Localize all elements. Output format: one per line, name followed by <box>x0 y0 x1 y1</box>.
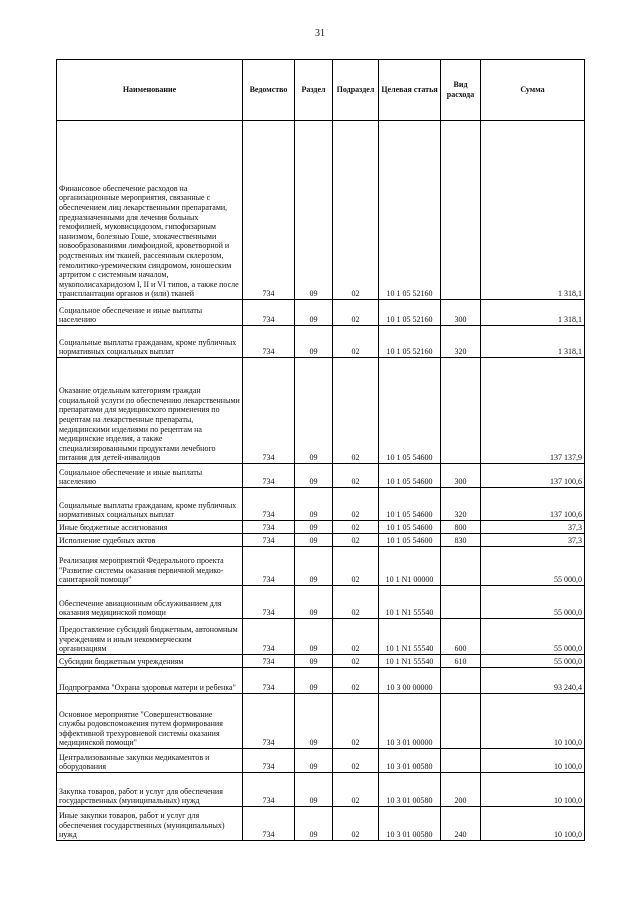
row-subsection: 02 <box>333 547 379 586</box>
row-name: Социальные выплаты гражданам, кроме публичных нормативных социальных выплат <box>57 488 243 521</box>
row-ministry: 734 <box>243 547 295 586</box>
table-row <box>57 773 585 807</box>
row-section: 09 <box>295 121 333 300</box>
row-section: 09 <box>295 807 333 841</box>
row-section: 09 <box>295 619 333 655</box>
header-subsection: Подраздел <box>333 60 379 121</box>
row-kind: 800 <box>441 521 481 534</box>
row-sum: 137 137,9 <box>481 358 585 464</box>
row-subsection: 02 <box>333 521 379 534</box>
row-name: Иные закупки товаров, работ и услуг для обеспечения государственных (муниципальных) нужд <box>57 807 243 841</box>
row-target: 10 1 05 52160 <box>379 326 441 358</box>
row-sum: 1 318,1 <box>481 300 585 326</box>
row-section: 09 <box>295 488 333 521</box>
row-ministry: 734 <box>243 300 295 326</box>
row-name: Реализация мероприятий Федерального проекта "Развитие системы оказания первичной медико-санитарной помощи" <box>57 547 243 586</box>
row-sum: 137 100,6 <box>481 464 585 488</box>
row-subsection: 02 <box>333 619 379 655</box>
row-section: 09 <box>295 773 333 807</box>
table-row <box>57 464 585 488</box>
row-target: 10 3 01 00580 <box>379 773 441 807</box>
table-row <box>57 547 585 586</box>
row-subsection: 02 <box>333 586 379 619</box>
table-row <box>57 668 585 694</box>
table-row <box>57 655 585 668</box>
row-section: 09 <box>295 547 333 586</box>
row-sum: 137 100,6 <box>481 488 585 521</box>
row-ministry: 734 <box>243 773 295 807</box>
row-kind <box>441 749 481 773</box>
row-kind <box>441 586 481 619</box>
header-kind: Вид расхода <box>441 60 481 121</box>
row-subsection: 02 <box>333 749 379 773</box>
row-section: 09 <box>295 521 333 534</box>
row-ministry: 734 <box>243 488 295 521</box>
row-name: Основное мероприятие "Совершенствование службы родовспоможения путем формирования эффективной трехуровневой системы оказания медицинской помощи" <box>57 694 243 749</box>
row-sum: 55 000,0 <box>481 586 585 619</box>
row-target: 10 3 00 00000 <box>379 668 441 694</box>
row-sum: 55 000,0 <box>481 655 585 668</box>
row-sum: 37,3 <box>481 521 585 534</box>
row-sum: 10 100,0 <box>481 749 585 773</box>
row-ministry: 734 <box>243 749 295 773</box>
row-kind: 320 <box>441 326 481 358</box>
row-kind <box>441 547 481 586</box>
row-target: 10 3 01 00580 <box>379 749 441 773</box>
row-kind: 610 <box>441 655 481 668</box>
row-subsection: 02 <box>333 668 379 694</box>
row-sum: 37,3 <box>481 534 585 547</box>
row-sum: 1 318,1 <box>481 326 585 358</box>
row-subsection: 02 <box>333 300 379 326</box>
row-name: Социальные выплаты гражданам, кроме публичных нормативных социальных выплат <box>57 326 243 358</box>
row-kind: 600 <box>441 619 481 655</box>
row-target: 10 1 05 54600 <box>379 534 441 547</box>
row-ministry: 734 <box>243 655 295 668</box>
row-section: 09 <box>295 749 333 773</box>
row-section: 09 <box>295 464 333 488</box>
row-section: 09 <box>295 655 333 668</box>
row-kind <box>441 668 481 694</box>
table-row <box>57 694 585 749</box>
row-section: 09 <box>295 668 333 694</box>
row-kind: 240 <box>441 807 481 841</box>
row-ministry: 734 <box>243 807 295 841</box>
row-kind <box>441 694 481 749</box>
header-sum: Сумма <box>481 60 585 121</box>
row-ministry: 734 <box>243 586 295 619</box>
row-subsection: 02 <box>333 655 379 668</box>
row-kind: 300 <box>441 300 481 326</box>
header-target: Целевая статья <box>379 60 441 121</box>
row-kind: 320 <box>441 488 481 521</box>
table-row <box>57 358 585 464</box>
row-ministry: 734 <box>243 668 295 694</box>
row-section: 09 <box>295 534 333 547</box>
row-kind: 200 <box>441 773 481 807</box>
row-subsection: 02 <box>333 534 379 547</box>
row-sum: 10 100,0 <box>481 694 585 749</box>
row-subsection: 02 <box>333 464 379 488</box>
row-section: 09 <box>295 586 333 619</box>
row-name: Оказание отдельным категориям граждан социальной услуги по обеспечению лекарственными препаратами для медицинского применения по рецептам на лекарственные препараты, медицинскими изделиями по рецептам на медицинские изделия, а также специализированными продуктами лечебного питания для детей-инвалидов <box>57 358 243 464</box>
row-section: 09 <box>295 300 333 326</box>
row-subsection: 02 <box>333 773 379 807</box>
table-row <box>57 586 585 619</box>
row-target: 10 1 05 52160 <box>379 300 441 326</box>
table-row <box>57 807 585 841</box>
row-ministry: 734 <box>243 121 295 300</box>
row-subsection: 02 <box>333 358 379 464</box>
row-sum: 93 240,4 <box>481 668 585 694</box>
row-name: Централизованные закупки медикаментов и оборудования <box>57 749 243 773</box>
row-target: 10 1 N1 55540 <box>379 619 441 655</box>
header-name: Наименование <box>57 60 243 121</box>
row-ministry: 734 <box>243 534 295 547</box>
row-kind: 830 <box>441 534 481 547</box>
row-target: 10 1 05 54600 <box>379 464 441 488</box>
row-name: Предоставление субсидий бюджетным, автономным учреждениям и иным некоммерческим организациям <box>57 619 243 655</box>
row-sum: 55 000,0 <box>481 547 585 586</box>
row-ministry: 734 <box>243 521 295 534</box>
row-sum: 1 318,1 <box>481 121 585 300</box>
row-section: 09 <box>295 694 333 749</box>
row-name: Закупка товаров, работ и услуг для обеспечения государственных (муниципальных) нужд <box>57 773 243 807</box>
row-name: Подпрограмма "Охрана здоровья матери и ребенка" <box>57 668 243 694</box>
row-name: Исполнение судебных актов <box>57 534 243 547</box>
row-name: Социальное обеспечение и иные выплаты населению <box>57 464 243 488</box>
row-ministry: 734 <box>243 358 295 464</box>
page-number: 31 <box>315 28 325 39</box>
row-target: 10 3 01 00580 <box>379 807 441 841</box>
table-row <box>57 300 585 326</box>
table-row <box>57 749 585 773</box>
row-ministry: 734 <box>243 694 295 749</box>
row-section: 09 <box>295 326 333 358</box>
row-subsection: 02 <box>333 694 379 749</box>
row-target: 10 1 05 54600 <box>379 521 441 534</box>
table-row <box>57 521 585 534</box>
budget-table <box>56 59 585 841</box>
header-section: Раздел <box>295 60 333 121</box>
row-ministry: 734 <box>243 619 295 655</box>
row-sum: 10 100,0 <box>481 807 585 841</box>
row-ministry: 734 <box>243 464 295 488</box>
row-subsection: 02 <box>333 326 379 358</box>
row-section: 09 <box>295 358 333 464</box>
row-target: 10 1 05 52160 <box>379 121 441 300</box>
row-target: 10 1 N1 55540 <box>379 655 441 668</box>
row-target: 10 1 N1 00000 <box>379 547 441 586</box>
table-row <box>57 326 585 358</box>
row-sum: 10 100,0 <box>481 773 585 807</box>
row-ministry: 734 <box>243 326 295 358</box>
table-row <box>57 121 585 300</box>
row-target: 10 1 N1 55540 <box>379 586 441 619</box>
row-name: Финансовое обеспечение расходов на организационные мероприятия, связанные с обеспечением лиц лекарственными препаратами, предназначенными для лечения больных гемофилией, муковисцидозом, гипофизарным нанизмом, болезнью Гоше, злокачественными новообразованиями лимфоидной, кроветворной и родственных им тканей, рассеянным склерозом, гемолитико-уремическим синдромом, юношеским артритом с системным началом, мукополисахаридозом I, II и VI типов, а также после трансплантации органов и (или) тканей <box>57 121 243 300</box>
table-row <box>57 534 585 547</box>
row-name: Обеспечение авиационным обслуживанием для оказания медицинской помощи <box>57 586 243 619</box>
row-target: 10 1 05 54600 <box>379 488 441 521</box>
row-sum: 55 000,0 <box>481 619 585 655</box>
row-target: 10 1 05 54600 <box>379 358 441 464</box>
table-header-row <box>57 60 585 121</box>
row-name: Иные бюджетные ассигнования <box>57 521 243 534</box>
row-target: 10 3 01 00000 <box>379 694 441 749</box>
row-kind: 300 <box>441 464 481 488</box>
row-name: Субсидии бюджетным учреждениям <box>57 655 243 668</box>
table-row <box>57 488 585 521</box>
row-kind <box>441 358 481 464</box>
table-row <box>57 619 585 655</box>
row-kind <box>441 121 481 300</box>
row-subsection: 02 <box>333 807 379 841</box>
row-name: Социальное обеспечение и иные выплаты населению <box>57 300 243 326</box>
row-subsection: 02 <box>333 121 379 300</box>
header-ministry: Ведомство <box>243 60 295 121</box>
row-subsection: 02 <box>333 488 379 521</box>
